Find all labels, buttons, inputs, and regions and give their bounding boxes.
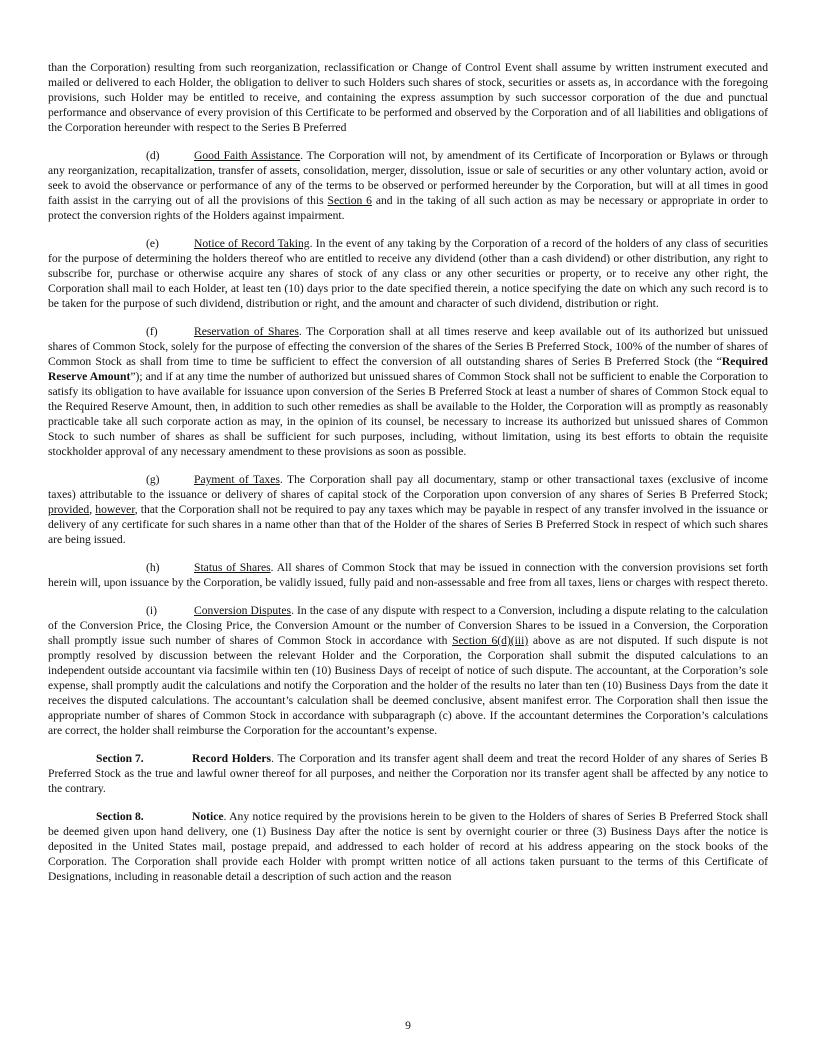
subsection-heading: Payment of Taxes [194, 473, 280, 486]
paragraph-h [48, 560, 768, 590]
section-heading: Record Holders [192, 752, 272, 765]
underlined-term: however [95, 503, 135, 516]
paragraph-f [48, 324, 768, 459]
section-number: Section 8. [96, 810, 144, 823]
section-reference: Section 6(d)(iii) [452, 634, 529, 647]
subsection-number: (e) [146, 237, 159, 250]
subsection-number: (h) [146, 561, 160, 574]
section-heading: Notice [192, 810, 224, 823]
section-7 [48, 751, 768, 796]
paragraph-continuation: than the Corporation) resulting from such reorganization, reclassification or Change of Control Event shall assume by written instrument executed and mailed or delivered to each Holder, the obligation to deliver to such Holders such shares of stock, securities or assets as, in accordance with the foregoing provisions, such Holder may be entitled to receive, and containing the express assumption by such successor corporation of the due and punctual performance and observance of every provision of this Certificate to be performed and observed by the Corporation and of all liabilities and obligations of the Corporation hereunder with respect to the Series B Preferred [48, 61, 768, 134]
paragraph-text: . The Corporation and its transfer agent shall deem and treat the record Holder of any shares of Series B Preferred Stock as the true and lawful owner thereof for all purposes, and neither the Corporation nor its transfer agent shall be affected by any notice to the contrary. [48, 752, 768, 795]
subsection-heading: Conversion Disputes [194, 604, 292, 617]
subsection-number: (i) [146, 604, 157, 617]
subsection-heading: Reservation of Shares [194, 325, 299, 338]
paragraph-text: . The Corporation will not, by amendment of its Certificate of Incorporation or Bylaws or through any reorganization, recapitalization, transfer of assets, consolidation, merger, dissolution, issue or sale of securities or any other voluntary action, avoid or seek to avoid the observance or performance of any of the terms to be observed or performed hereunder by the Corporation, but will at all times in good faith assist in the carrying out of all the provisions of this [48, 149, 768, 207]
section-8 [48, 809, 768, 884]
paragraph-e [48, 236, 768, 311]
subsection-heading: Notice of Record Taking [194, 237, 310, 250]
paragraph-text: ”); and if at any time the number of authorized but unissued shares of Common Stock shall not be sufficient to enable the Corporation to satisfy its obligation to have available for issuance upon conversion of the Series B Preferred Stock at least a number of shares of Common Stock equal to the Required Reserve Amount, then, in addition to such other remedies as shall be available to the Holder, the Corporation will as promptly as reasonably practicable take all such corporate action as may, in the opinion of its counsel, be necessary to increase its authorized but unissued shares of Common Stock to such number of shares as shall be sufficient for such purposes, including, without limitation, using its best efforts to obtain the requisite stockholder approval of any necessary amendment to these provisions as soon as possible. [48, 370, 768, 458]
section-reference: Section 6 [327, 194, 372, 207]
paragraph-text: and in the taking of all such action as may be necessary or appropriate in order to protect the conversion rights of the Holders against impairment. [48, 194, 768, 222]
paragraph-i [48, 603, 768, 738]
page-number: 9 [405, 1019, 411, 1032]
paragraph-text: , that the Corporation shall not be required to pay any taxes which may be payable in respect of any transfer involved in the issuance or delivery of any certificate for such shares in a name other than that of the Holder of the shares of Series B Preferred Stock in respect of which such shares are being issued. [48, 503, 769, 546]
underlined-term: provided [48, 503, 90, 516]
paragraph-g [48, 472, 768, 547]
subsection-number: (f) [146, 325, 158, 338]
paragraph-d [48, 148, 768, 223]
paragraph-text: . Any notice required by the provisions herein to be given to the Holders of shares of Series B Preferred Stock shall be deemed given upon hand delivery, one (1) Business Day after the notice is sent by overnight courier or three (3) Business Days after the notice is deposited in the United States mail, postage prepaid, and addressed to each holder of record at his address appearing on the stock books of the Corporation. The Corporation shall provide each Holder with prompt written notice of all actions taken pursuant to the terms of this Certificate of Designations, including in reasonable detail a description of such action and the reason [48, 810, 768, 883]
paragraph-text: . The Corporation shall pay all documentary, stamp or other transactional taxes (exclusive of income taxes) attributable to the issuance or delivery of shares of capital stock of the Corporation upon conversion of any shares of Series B Preferred Stock; [48, 473, 768, 501]
subsection-heading: Good Faith Assistance [194, 149, 301, 162]
subsection-heading: Status of Shares [194, 561, 271, 574]
subsection-number: (d) [146, 149, 160, 162]
paragraph-text: . In the case of any dispute with respect to a Conversion, including a dispute relating to the calculation of the Conversion Price, the Closing Price, the Conversion Amount or the number of Conversion Shares to be issued in a Conversion, the Corporation shall promptly issue such number of shares of Common Stock in accordance with [48, 604, 768, 647]
paragraph-text: . All shares of Common Stock that may be issued in connection with the conversion provisions set forth herein will, upon issuance by the Corporation, be validly issued, fully paid and non-assessable and free from all taxes, liens or charges with respect thereto. [48, 561, 769, 589]
paragraph-text: . In the event of any taking by the Corporation of a record of the holders of any class of securities for the purpose of determining the holders thereof who are entitled to receive any dividend (other than a cash dividend) or other distribution, any right to subscribe for, purchase or otherwise acquire any shares of stock of any class or any other securities or property, or to receive any other right, the Corporation shall mail to each Holder, at least ten (10) days prior to the date specified therein, a notice specifying the date on which any such record is to be taken for the purpose of such dividend, distribution or right, and the amount and character of such dividend, distribution or right. [48, 237, 768, 310]
paragraph-text: , [89, 503, 96, 516]
section-number: Section 7. [96, 752, 144, 765]
paragraph-text: . The Corporation shall at all times reserve and keep available out of its authorized but unissued shares of Common Stock, solely for the purpose of effecting the conversion of the shares of the Series B Preferred Stock, 100% of the number of shares of Common Stock as shall from time to time be sufficient to effect the conversion of all outstanding shares of Series B Preferred Stock (the “ [48, 325, 768, 368]
document-page [48, 60, 768, 1036]
subsection-number: (g) [146, 473, 160, 486]
paragraph-text: above as are not disputed. If such dispute is not promptly resolved by discussion between the relevant Holder and the Corporation, the Corporation shall submit the disputed calculations to an independent outside accountant via facsimile within ten (10) Business Days of receipt of notice of such dispute. The accountant, at the Corporation’s sole expense, shall promptly audit the calculations and notify the Corporation and the holder of the results no later than ten (10) Business Days from the date it receives the disputed calculations. The accountant’s calculation shall be deemed conclusive, absent manifest error. The Corporation shall then issue the appropriate number of shares of Common Stock in accordance with subparagraph (c) above. If the accountant determines the Corporation’s calculations are correct, the holder shall reimburse the Corporation for the accountant’s expense. [48, 634, 768, 737]
defined-term: Required Reserve Amount [48, 355, 768, 383]
